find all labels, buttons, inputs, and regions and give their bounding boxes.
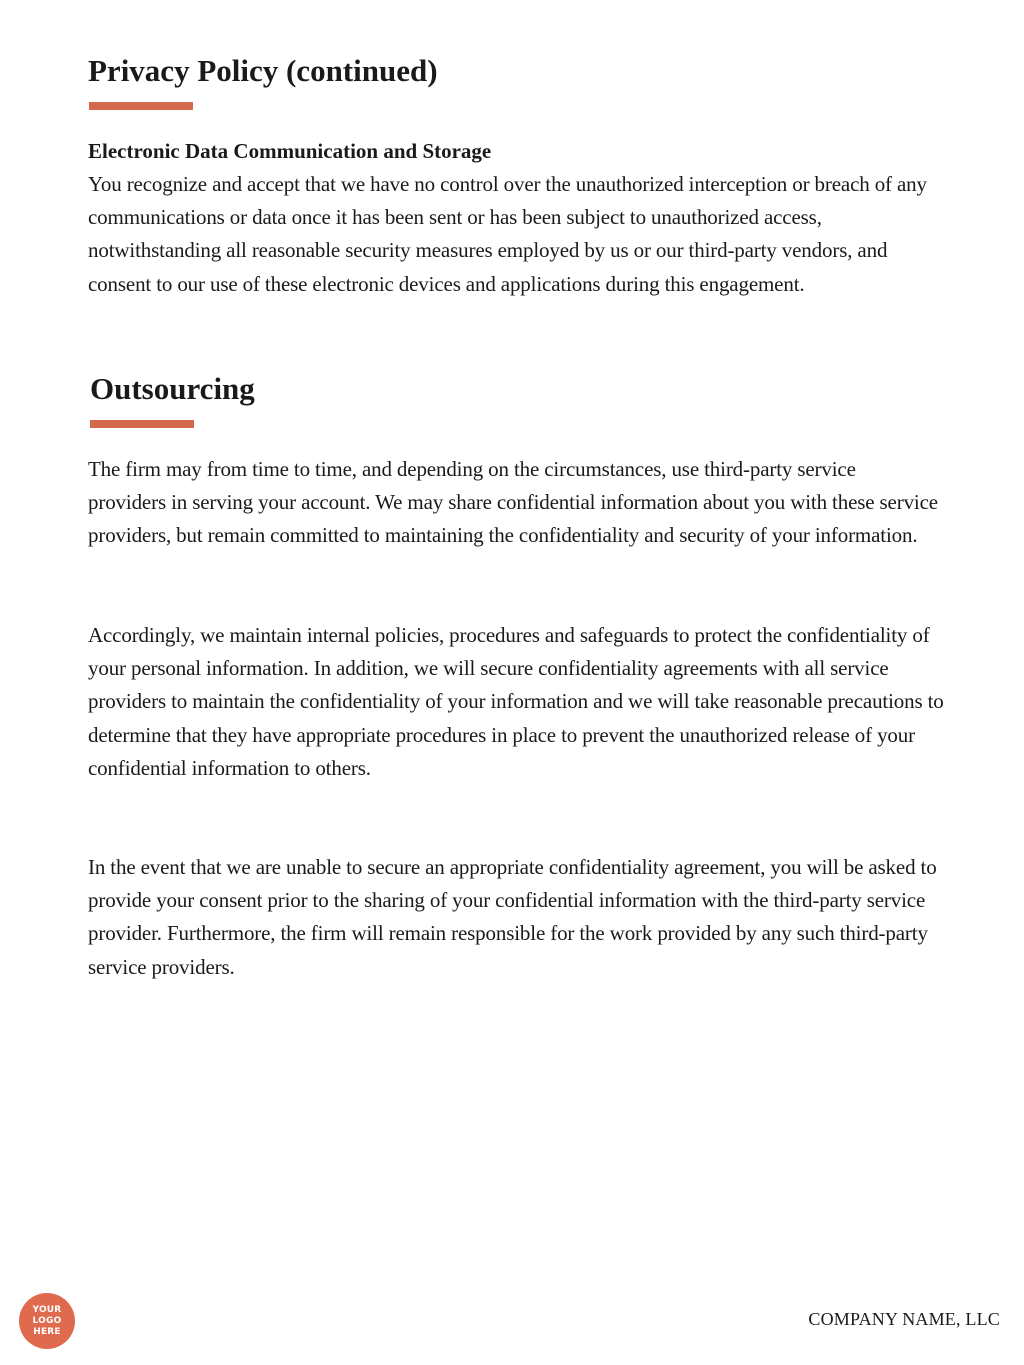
- outsourcing-heading: Outsourcing: [90, 371, 255, 406]
- outsourcing-paragraph-3: In the event that we are unable to secure an appropriate confidentiality agreement, you will be asked to provide your consent prior to the sharing of your confidential information with the third-party service provider. Furthermore, the firm will remain responsible for the work provided by any such third-party service providers.: [88, 855, 937, 979]
- title-accent-rule: [89, 102, 193, 110]
- logo-line: HERE: [33, 1326, 61, 1337]
- footer-company-name: COMPANY NAME, LLC: [808, 1309, 1000, 1329]
- page-title: Privacy Policy (continued): [88, 53, 438, 88]
- heading-accent-rule: [90, 420, 194, 428]
- company-logo-placeholder: [19, 1293, 75, 1349]
- outsourcing-paragraph-1: The firm may from time to time, and depending on the circumstances, use third-party service providers in serving your account. We may share confidential information about you with these service providers, but remain committed to maintaining the confidentiality and security of your information.: [88, 457, 938, 548]
- privacy-paragraph: You recognize and accept that we have no control over the unauthorized interception or breach of any communications or data once it has been sent or has been subject to unauthorized access, notwithstanding all reasonable security measures employed by us or our third-party vendors, and consent to our use of these electronic devices and applications during this engagement.: [88, 172, 927, 296]
- logo-line: LOGO: [32, 1315, 62, 1326]
- logo-line: YOUR: [32, 1304, 62, 1315]
- outsourcing-paragraph-2: Accordingly, we maintain internal policies, procedures and safeguards to protect the confidentiality of your personal information. In addition, we will secure confidentiality agreements with all service providers to maintain the confidentiality of your information and we will take reasonable precautions to determine that they have appropriate procedures in place to prevent the unauthorized release of your confidential information to others.: [88, 623, 944, 780]
- section-subheading: Electronic Data Communication and Storage: [88, 139, 492, 163]
